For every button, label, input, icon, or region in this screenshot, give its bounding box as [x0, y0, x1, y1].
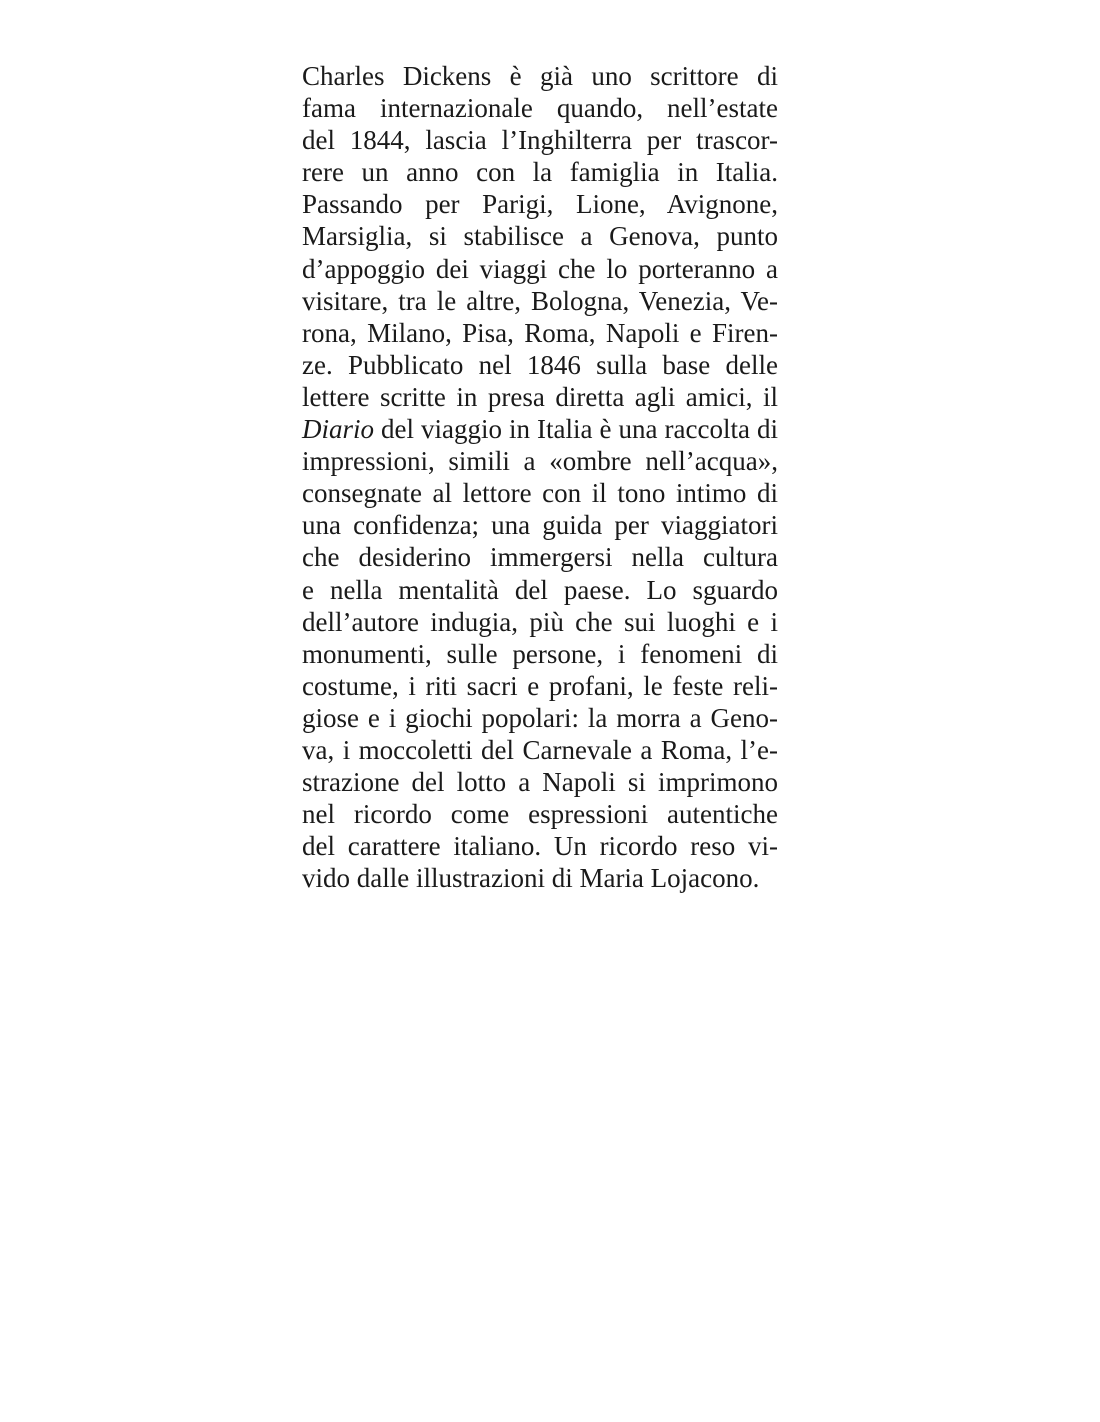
- text-line: Charles Dickens è già uno scrittore di: [302, 61, 778, 91]
- text-line: lettere scritte in presa diretta agli amici, il: [302, 381, 778, 412]
- text-line: ze. Pubblicato nel 1846 sulla base delle: [302, 349, 778, 380]
- text-line: Passando per Parigi, Lione, Avignone,: [302, 189, 778, 220]
- text-line: va, i moccoletti del Carnevale a Roma, l’e-: [302, 734, 778, 765]
- text-line: strazione del lotto a Napoli si imprimono: [302, 767, 778, 798]
- text-line: visitare, tra le altre, Bologna, Venezia, Ve-: [302, 285, 778, 316]
- book-blurb: [302, 60, 778, 894]
- text-line: Marsiglia, si stabilisce a Genova, punto: [302, 221, 778, 252]
- text-line: d’appoggio dei viaggi che lo porteranno a: [302, 253, 778, 284]
- text-line: dell’autore indugia, più che sui luoghi e i: [302, 606, 778, 637]
- text-line: costume, i riti sacri e profani, le feste reli-: [302, 670, 778, 701]
- text-line-rest: del viaggio in Italia è una raccolta di: [374, 414, 778, 445]
- text-line: e nella mentalità del paese. Lo sguardo: [302, 574, 778, 605]
- text-line: [302, 413, 778, 445]
- text-line: giose e i giochi popolari: la morra a Geno-: [302, 702, 778, 733]
- text-line: rere un anno con la famiglia in Italia.: [302, 157, 778, 188]
- text-line: del carattere italiano. Un ricordo reso vi-: [302, 831, 778, 862]
- book-title-italic: Diario: [302, 414, 375, 445]
- text-line: vido dalle illustrazioni di Maria Lojacono.: [302, 863, 760, 894]
- text-line: rona, Milano, Pisa, Roma, Napoli e Firen-: [302, 317, 778, 348]
- text-line: monumenti, sulle persone, i fenomeni di: [302, 638, 778, 669]
- text-line: del 1844, lascia l’Inghilterra per trascor-: [302, 125, 778, 156]
- text-line: impressioni, simili a «ombre nell’acqua»,: [302, 446, 778, 477]
- text-line: fama internazionale quando, nell’estate: [302, 93, 778, 124]
- text-line: una confidenza; una guida per viaggiatori: [302, 510, 778, 541]
- text-line: consegnate al lettore con il tono intimo di: [302, 478, 778, 509]
- text-line: nel ricordo come espressioni autentiche: [302, 799, 778, 830]
- text-line: che desiderino immergersi nella cultura: [302, 542, 778, 573]
